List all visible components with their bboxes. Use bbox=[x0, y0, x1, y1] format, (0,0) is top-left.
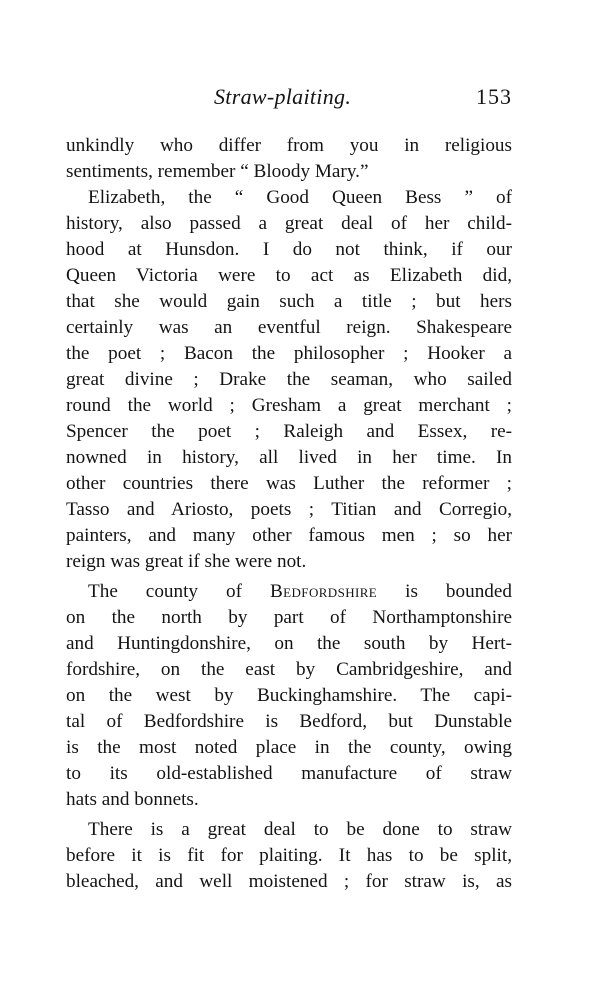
text-line bbox=[66, 579, 512, 605]
body-text bbox=[66, 133, 512, 895]
paragraph-3 bbox=[66, 579, 512, 813]
page-number: 153 bbox=[476, 84, 512, 109]
text-line: Tasso and Ariosto, poets ; Titian and Corregio, bbox=[66, 499, 512, 520]
text-line: bleached, and well moistened ; for straw is, as bbox=[66, 871, 512, 892]
running-header bbox=[66, 84, 512, 114]
text-line: that she would gain such a title ; but hers bbox=[66, 291, 512, 312]
text-line: tal of Bedfordshire is Bedford, but Dunstable bbox=[66, 711, 512, 732]
county-name-smallcaps: Bedfordshire bbox=[269, 581, 378, 602]
text-fragment: The county of bbox=[88, 581, 270, 602]
text-line: great divine ; Drake the seaman, who sailed bbox=[66, 369, 512, 390]
text-line: on the north by part of Northamptonshire bbox=[66, 607, 512, 628]
text-line: history, also passed a great deal of her child- bbox=[66, 213, 512, 234]
text-line: the poet ; Bacon the philosopher ; Hooker a bbox=[66, 343, 512, 364]
text-line: on the west by Buckinghamshire. The capi- bbox=[66, 685, 512, 706]
text-line: certainly was an eventful reign. Shakespeare bbox=[66, 317, 512, 338]
text-line: is the most noted place in the county, owing bbox=[66, 737, 512, 758]
text-line: sentiments, remember “ Bloody Mary.” bbox=[66, 161, 369, 182]
text-line: other countries there was Luther the reformer ; bbox=[66, 473, 512, 494]
paragraph-1 bbox=[66, 133, 512, 185]
text-line: round the world ; Gresham a great merchant ; bbox=[66, 395, 512, 416]
text-line: and Huntingdonshire, on the south by Hert- bbox=[66, 633, 512, 654]
running-title: Straw-plaiting. bbox=[214, 84, 352, 109]
text-line: reign was great if she were not. bbox=[66, 551, 307, 572]
text-line: Queen Victoria were to act as Elizabeth did, bbox=[66, 265, 512, 286]
text-line: painters, and many other famous men ; so her bbox=[66, 525, 512, 546]
text-line: Elizabeth, the “ Good Queen Bess ” of bbox=[88, 187, 512, 208]
paragraph-4 bbox=[66, 817, 512, 895]
text-line: hood at Hunsdon. I do not think, if our bbox=[66, 239, 512, 260]
text-line: before it is fit for plaiting. It has to be split, bbox=[66, 845, 512, 866]
text-line: to its old-established manufacture of straw bbox=[66, 763, 512, 784]
text-line: unkindly who differ from you in religious bbox=[66, 135, 512, 156]
text-line: nowned in history, all lived in her time. In bbox=[66, 447, 512, 468]
text-line: There is a great deal to be done to straw bbox=[88, 819, 512, 840]
text-line: Spencer the poet ; Raleigh and Essex, re- bbox=[66, 421, 512, 442]
text-line: hats and bonnets. bbox=[66, 789, 199, 810]
text-fragment: is bounded bbox=[377, 581, 512, 602]
text-line: fordshire, on the east by Cambridgeshire, and bbox=[66, 659, 512, 680]
paragraph-2 bbox=[66, 185, 512, 575]
